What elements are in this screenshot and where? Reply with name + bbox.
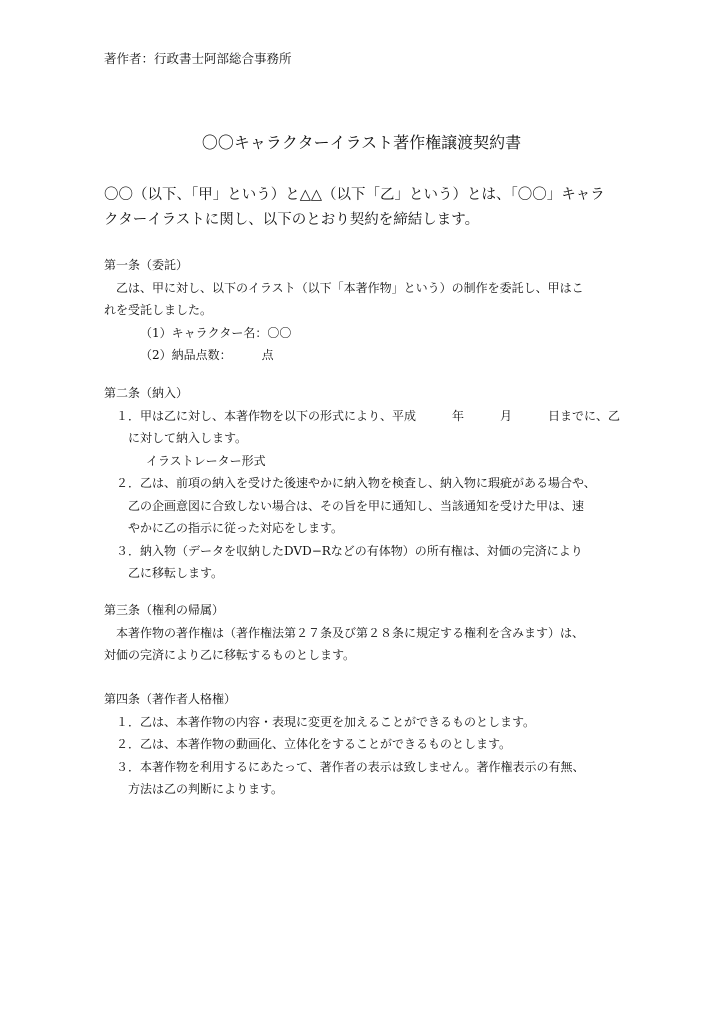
intro-paragraph (104, 183, 624, 233)
article-1 (104, 254, 634, 367)
article-heading: 第三条（権利の帰属） (104, 603, 225, 617)
format-line: イラストレーター形式 (146, 453, 266, 468)
article-heading: 第四条（著作者人格権） (104, 692, 237, 706)
article-body-line: 対価の完済により乙に移転するものとします。 (104, 648, 356, 662)
clause-text: １．甲は乙に対し、本著作物を以下の形式により、平成 (116, 408, 417, 423)
intro-line: 〇〇（以下、「甲」という）と△△（以下「乙」という）とは、「〇〇」キャラ (104, 187, 605, 203)
author-line: 著作者：行政書士阿部総合事務所 (104, 51, 292, 66)
clause-line: ３．納入物（データを収納したDVD−Rなどの有体物）の所有権は、対価の完済により (116, 543, 583, 558)
intro-line: クターイラストに関し、以下のとおり契約を締結します。 (104, 212, 480, 228)
article-body-line: 乙は、甲に対し、以下のイラスト（以下「本著作物」という）の制作を委託し、甲はこ (116, 280, 584, 295)
clause-line: ２．乙は、本著作物の動画化、立体化をすることができるものとします。 (116, 737, 512, 751)
article-body-line: 本著作物の著作権は（著作権法第２７条及び第２８条に規定する権利を含みます）は、 (116, 625, 585, 640)
article-3 (104, 599, 634, 667)
list-item-unit: 点 (261, 348, 274, 362)
date-year-label: 年 (452, 408, 465, 423)
article-2 (104, 382, 634, 585)
clause-line: 乙に移転します。 (128, 566, 224, 580)
clause-line: に対して納入します。 (128, 431, 248, 445)
article-4 (104, 688, 634, 801)
date-month-label: 月 (500, 408, 513, 423)
list-item (104, 344, 634, 367)
list-item-label: （2）納品点数： (140, 348, 232, 362)
list-item: （1）キャラクター名：〇〇 (140, 325, 292, 340)
clause-line (104, 405, 634, 428)
clause-line: １．乙は、本著作物の内容・表現に変更を加えることができるものとします。 (116, 714, 536, 729)
article-heading: 第二条（納入） (104, 386, 189, 400)
document-title: 〇〇キャラクターイラスト著作権譲渡契約書 (201, 133, 522, 152)
article-heading: 第一条（委託） (104, 258, 189, 272)
clause-line: ２．乙は、前項の納入を受けた後速やかに納入物を検査し、納入物に瑕疵がある場合や、 (116, 476, 596, 490)
clause-line: やかに乙の指示に従った対応をします。 (128, 521, 344, 535)
date-day-label: 日までに、乙 (548, 408, 621, 423)
clause-line: 乙の企画意図に合致しない場合は、その旨を甲に通知し、当該通知を受けた甲は、速 (128, 498, 585, 513)
article-body-line: れを受託しました。 (104, 303, 213, 317)
clause-line: 方法は乙の判断によります。 (128, 782, 284, 796)
clause-line: ３．本著作物を利用するにあたって、著作者の表示は致しません。著作権表示の有無、 (116, 759, 585, 774)
